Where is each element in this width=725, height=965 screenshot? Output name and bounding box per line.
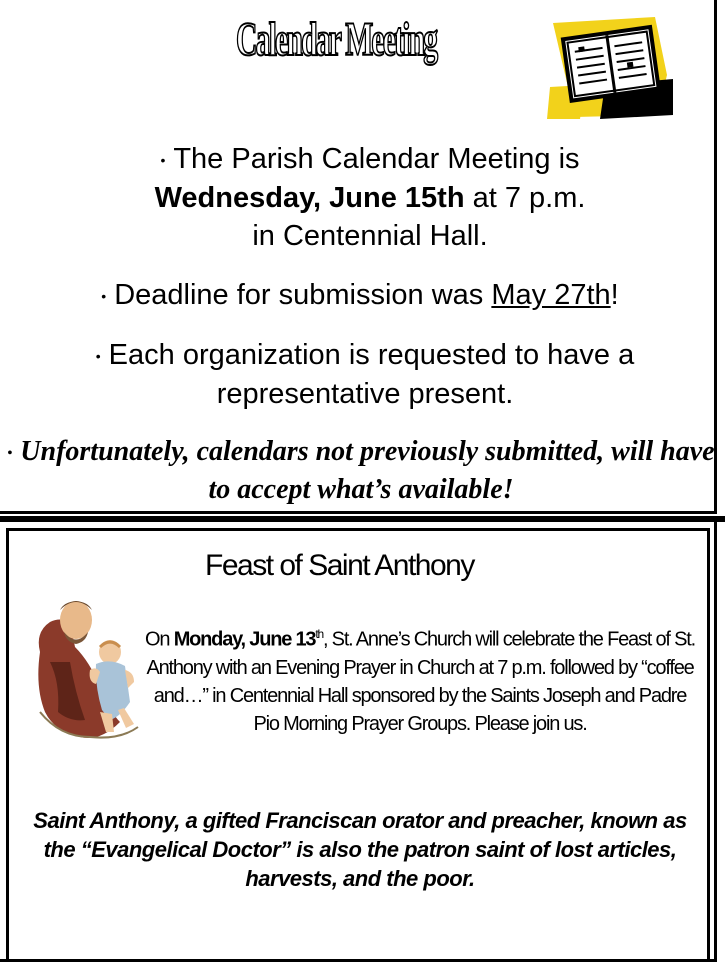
- feast-description: On Monday, June 13th, St. Anne’s Church will celebrate the Feast of St. Anthony with an Evening Prayer in Church at 7 p.m. followed by “coffee and…” in Centennial Hall sponsored by the Saints Joseph and Padre Pio Morning Prayer Groups. Please join us.: [145, 627, 695, 735]
- deadline-notice: • Deadline for submission was May 27th!: [101, 279, 619, 311]
- feast-panel: [0, 522, 717, 962]
- feast-title: Feast of Saint Anthony: [205, 549, 474, 582]
- patron-saint-note: Saint Anthony, a gifted Franciscan orator and preacher, known as the “Evangelical Doctor” is also the patron saint of lost articles, harvests, and the poor.: [33, 808, 687, 891]
- representative-request: • Each organization is requested to have a representative present.: [95, 339, 635, 411]
- calendar-meeting-title: Calendar Meeting: [236, 13, 437, 66]
- availability-warning: • Unfortunately, calendars not previously submitted, will have to accept what’s available!: [7, 436, 715, 505]
- meeting-details: • The Parish Calendar Meeting is Wednesday, June 15th at 7 p.m. in Centennial Hall.: [154, 143, 586, 253]
- saint-anthony-image: [30, 592, 142, 742]
- calendar-book-icon: [545, 15, 675, 120]
